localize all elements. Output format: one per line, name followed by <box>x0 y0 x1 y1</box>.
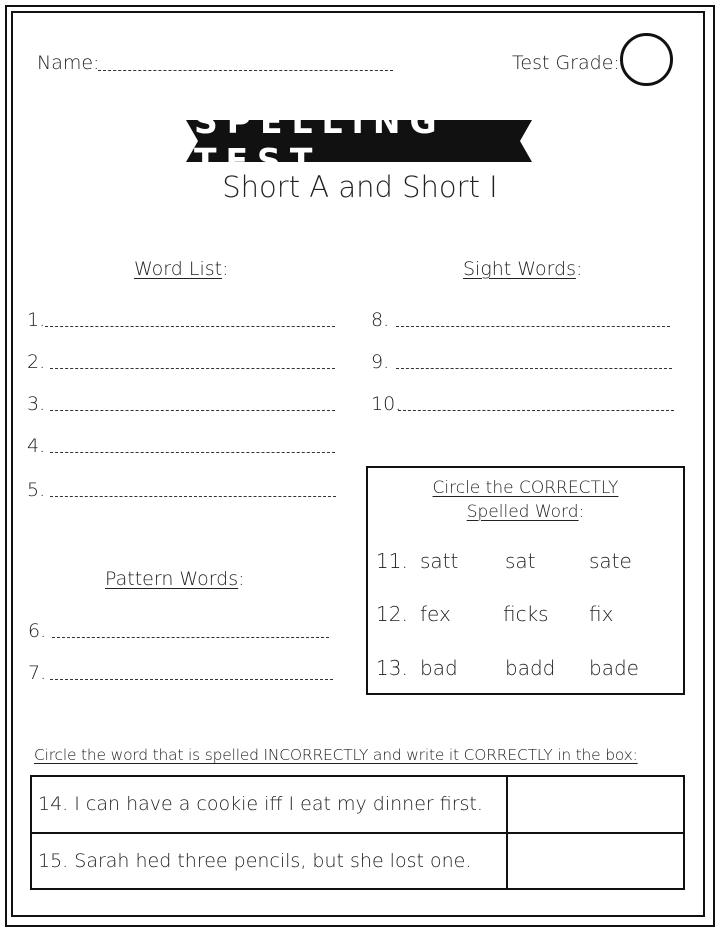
pattern-words-heading <box>105 568 245 590</box>
word-list-number: 2. <box>27 351 46 373</box>
sight-words-heading-colon: : <box>576 258 583 280</box>
name-field[interactable] <box>98 70 393 71</box>
word-list-number: 1. <box>27 309 46 331</box>
table-row <box>31 776 684 833</box>
circle-correct-title-line1: Circle the CORRECTLY <box>432 478 619 498</box>
sight-words-answer-line[interactable] <box>396 326 670 327</box>
word-list-answer-line[interactable] <box>50 452 335 453</box>
word-option[interactable]: bade <box>589 656 639 680</box>
sight-words-number: 8. <box>371 309 390 331</box>
sight-words-number: 10. <box>371 393 402 415</box>
test-grade-circle[interactable] <box>620 33 673 86</box>
word-list-heading <box>134 258 229 280</box>
word-option[interactable]: sate <box>589 549 632 573</box>
title-banner <box>186 102 532 180</box>
word-list-heading-text: Word List <box>134 258 223 280</box>
circle-correct-title-colon: : <box>578 502 585 522</box>
incorrect-instruction: Circle the word that is spelled INCORRECTLY and write it CORRECTLY in the box: <box>34 746 638 764</box>
word-option[interactable]: bad <box>420 656 458 680</box>
circle-correct-box <box>366 466 685 695</box>
word-option[interactable]: sat <box>505 549 536 573</box>
question-number: 11. <box>376 549 408 573</box>
circle-correct-title-line2: Spelled Word <box>466 502 579 522</box>
pattern-words-answer-line[interactable] <box>52 637 329 638</box>
word-option[interactable]: badd <box>505 656 556 680</box>
sight-words-heading <box>463 258 582 280</box>
word-list-heading-colon: : <box>222 258 229 280</box>
circle-correct-title-line2-wrap <box>368 502 683 522</box>
sight-words-number: 9. <box>371 351 390 373</box>
word-list-answer-line[interactable] <box>50 368 335 369</box>
word-list-answer-line[interactable] <box>50 410 335 411</box>
pattern-words-heading-text: Pattern Words <box>105 568 239 590</box>
table-row <box>31 833 684 890</box>
pattern-words-number: 6. <box>28 620 47 642</box>
banner-subtitle: Short A and Short I <box>222 170 498 204</box>
word-option[interactable]: fix <box>589 602 614 626</box>
sentence-cell[interactable]: 15. Sarah hed three pencils, but she lost one. <box>31 833 507 890</box>
correction-table <box>30 775 685 890</box>
word-option[interactable]: satt <box>420 549 459 573</box>
sight-words-answer-line[interactable] <box>398 410 674 411</box>
answer-box[interactable] <box>507 833 684 890</box>
word-list-answer-line[interactable] <box>50 496 336 497</box>
word-list-number: 5. <box>27 479 46 501</box>
test-grade-label: Test Grade: <box>512 52 620 74</box>
sight-words-answer-line[interactable] <box>396 368 672 369</box>
banner-title: SPELLING TEST <box>194 102 446 180</box>
word-list-number: 4. <box>27 435 46 457</box>
pattern-words-number: 7. <box>28 662 47 684</box>
word-list-answer-line[interactable] <box>45 326 335 327</box>
word-option[interactable]: fex <box>420 602 451 626</box>
word-list-number: 3. <box>27 393 46 415</box>
word-option[interactable]: ficks <box>503 602 549 626</box>
name-label: Name: <box>37 52 100 74</box>
pattern-words-heading-colon: : <box>238 568 245 590</box>
sentence-cell[interactable]: 14. I can have a cookie iff I eat my dinner first. <box>31 776 507 833</box>
answer-box[interactable] <box>507 776 684 833</box>
question-number: 12. <box>376 602 408 626</box>
question-number: 13. <box>376 656 408 680</box>
sight-words-heading-text: Sight Words <box>463 258 577 280</box>
pattern-words-answer-line[interactable] <box>50 679 333 680</box>
